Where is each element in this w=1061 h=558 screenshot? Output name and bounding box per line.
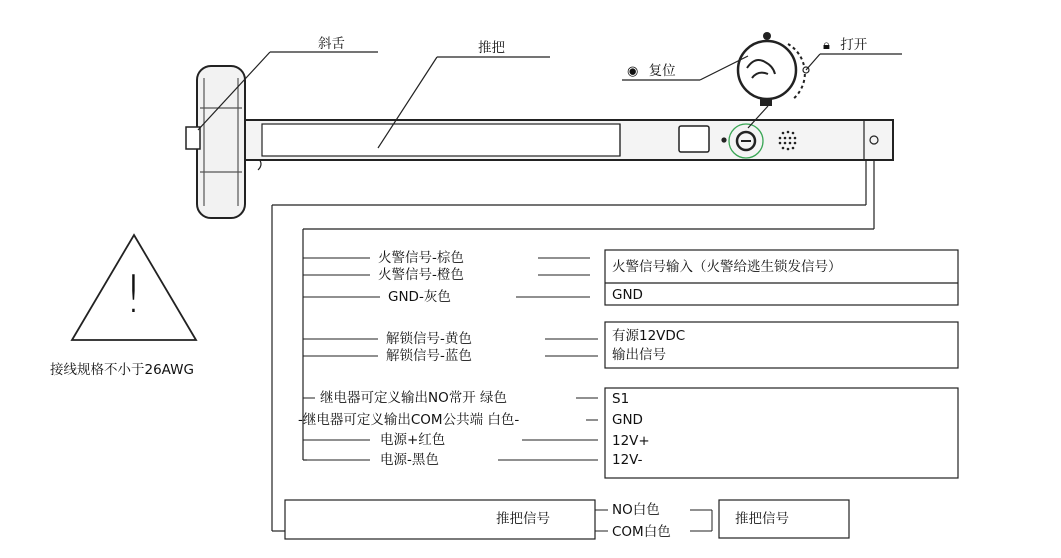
open-label (823, 37, 867, 54)
wire-label: 火警信号-棕色 (378, 250, 464, 266)
reset-text: 复位 (648, 63, 676, 79)
box-line: GND (612, 287, 643, 303)
wire-gauge-note: 接线规格不小于26AWG (50, 362, 194, 378)
warning-exclamation: ! (123, 265, 144, 325)
relay-power-box (605, 388, 958, 478)
wire-label: 继电器可定义输出NO常开 绿色 (320, 390, 508, 406)
push-bar-label: 推把 (478, 40, 505, 56)
wire-label: COM白色 (612, 524, 671, 540)
box-line: 输出信号 (612, 347, 666, 363)
lock-detail (738, 32, 809, 128)
open-text: 打开 (840, 37, 868, 53)
wire-label: 电源+红色 (380, 432, 446, 448)
push-signal-inner-label: 推把信号 (496, 511, 550, 527)
wire-label: -继电器可定义输出COM公共端 白色- (298, 412, 520, 428)
box-line: 火警信号输入（火警给逃生锁发信号） (612, 259, 842, 275)
wire-label: 解锁信号-蓝色 (386, 348, 472, 364)
box-line: 12V+ (612, 433, 650, 449)
box-line: GND (612, 412, 643, 428)
push-signal-box-label: 推把信号 (735, 511, 789, 527)
push-bar-body (245, 120, 893, 160)
wire-label: 火警信号-橙色 (378, 267, 464, 283)
box-line: 有源12VDC (612, 328, 686, 344)
wire-label: GND-灰色 (388, 289, 451, 305)
wire-label: NO白色 (612, 502, 660, 518)
padlock-icon: 🔒︎ (823, 38, 830, 53)
reset-icon: ◉ (627, 64, 639, 79)
reset-label (627, 63, 676, 80)
box-line: S1 (612, 391, 630, 407)
box-line: 12V- (612, 452, 643, 468)
wire-label: 电源-黑色 (380, 452, 439, 468)
wire-label: 解锁信号-黄色 (386, 331, 472, 347)
bevel-latch-label: 斜舌 (318, 36, 345, 52)
